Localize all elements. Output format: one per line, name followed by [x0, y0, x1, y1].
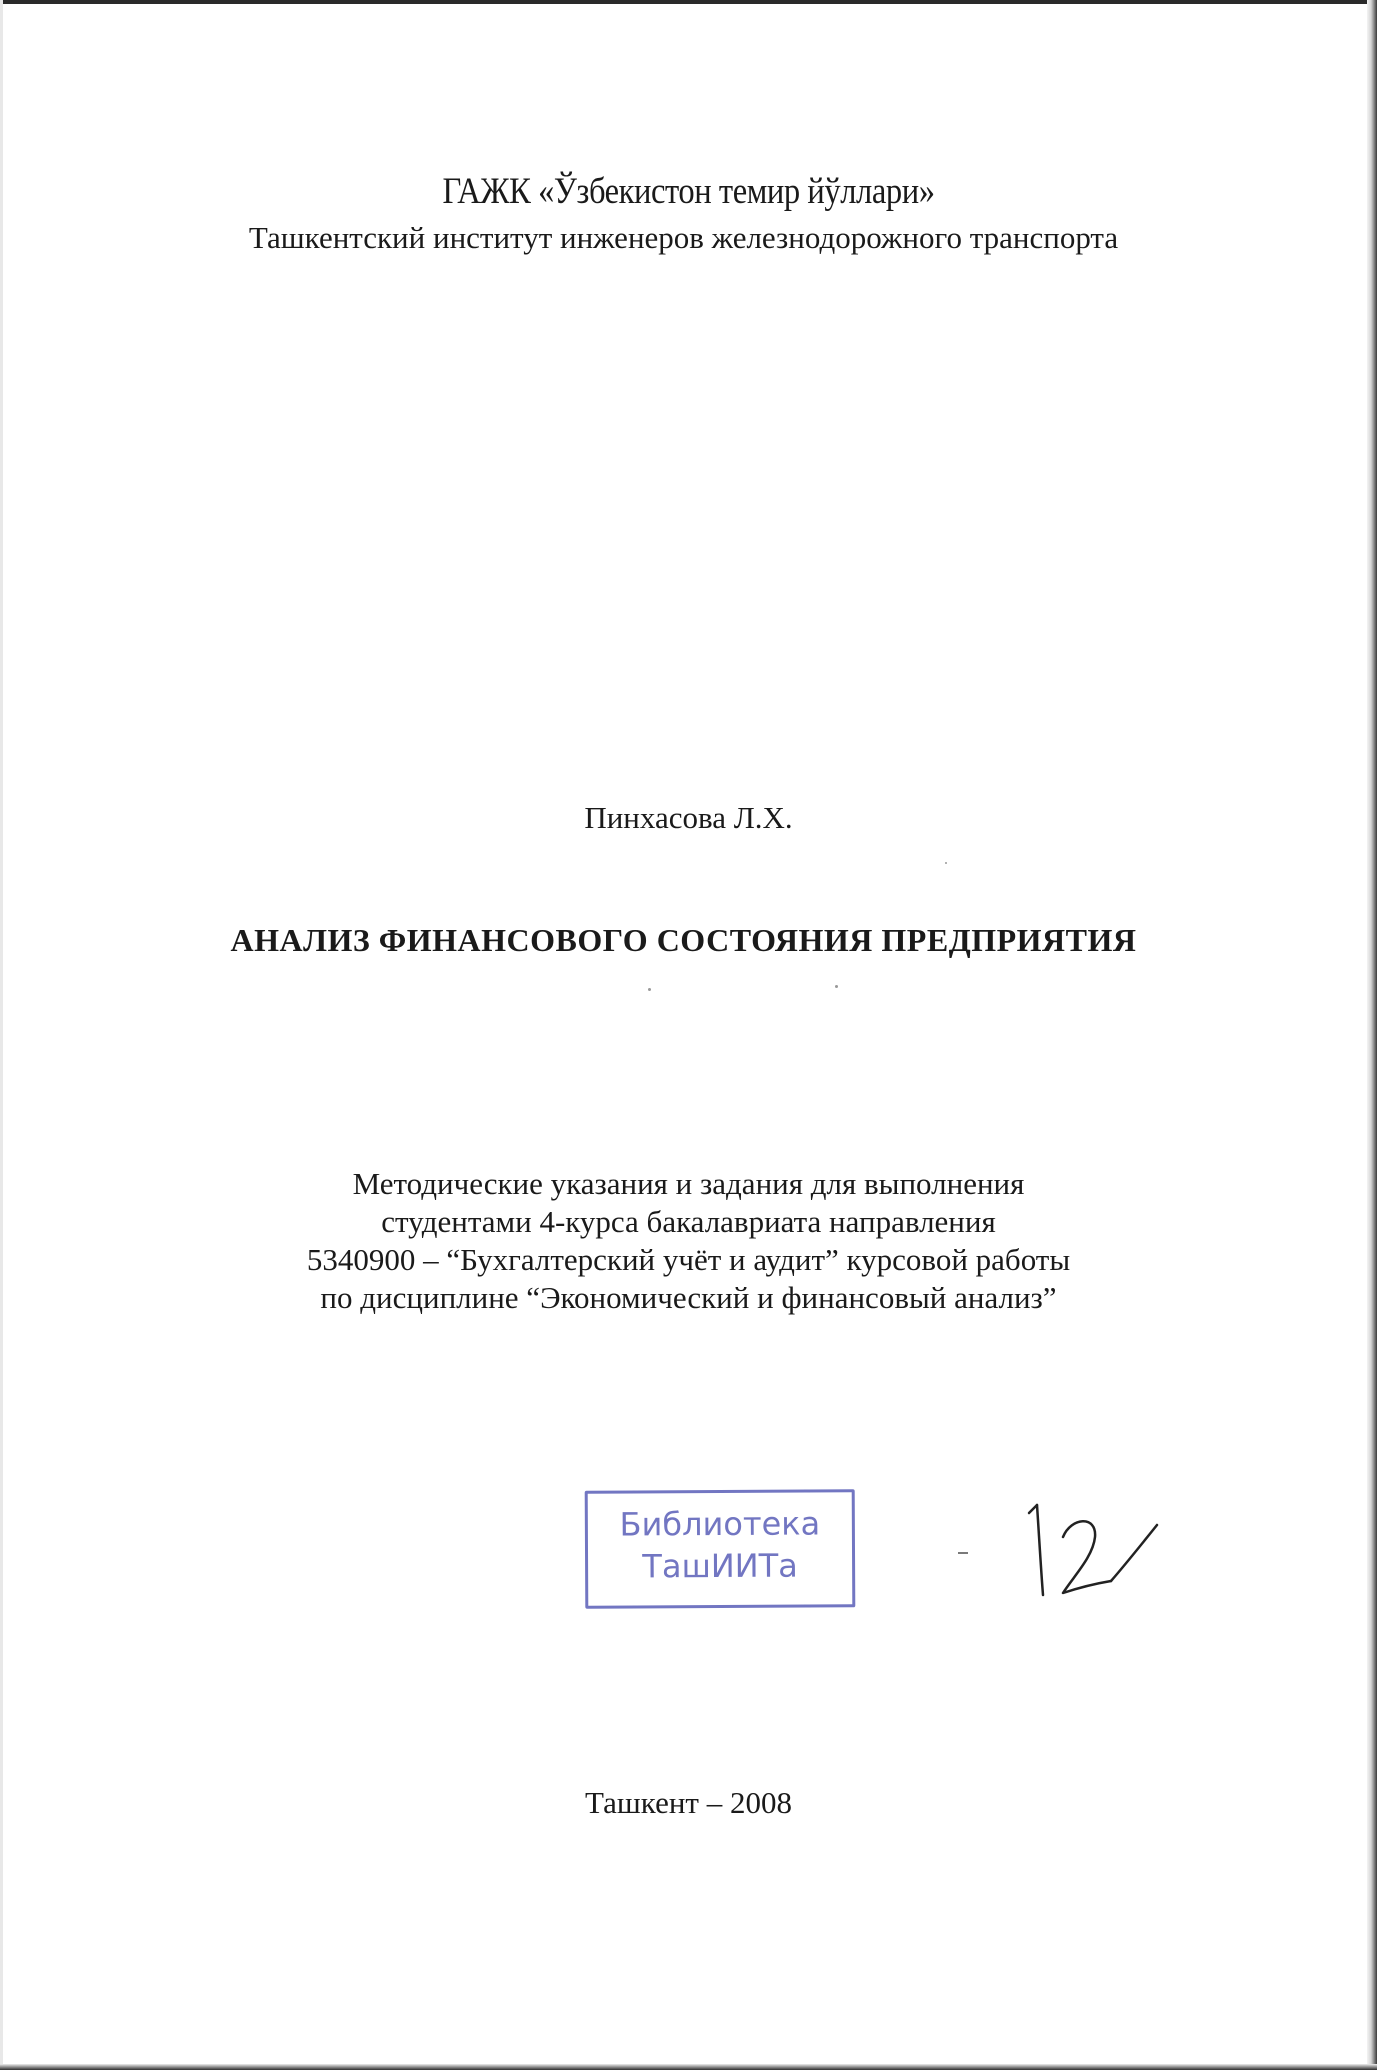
pencil-dash-mark — [958, 1552, 968, 1554]
handwritten-number-mark — [1015, 1495, 1175, 1605]
scan-speck — [648, 988, 651, 991]
description-line: 5340900 – “Бухгалтерский учёт и аудит” курсовой работы — [306, 1242, 1071, 1277]
scan-speck — [835, 985, 838, 988]
scan-speck — [945, 862, 947, 864]
scan-edge-left — [0, 0, 3, 2070]
description-line: Методические указания и задания для выполнения — [352, 1166, 1025, 1201]
description-line: студентами 4-курса бакалавриата направления — [381, 1204, 996, 1239]
stamp-line-institute: ТашИИТа — [642, 1546, 798, 1586]
scan-edge-right — [1367, 0, 1377, 2070]
city-and-year: Ташкент – 2008 — [585, 1785, 792, 1820]
institute-name: Ташкентский институт инженеров железнодорожного транспорта — [248, 220, 1119, 255]
document-description — [0, 1165, 1377, 1317]
organization-name: ГАЖК «Ўзбекистон темир йўллари» — [442, 171, 935, 212]
scan-edge-top — [0, 0, 1377, 4]
scan-edge-bottom — [0, 2064, 1377, 2070]
stamp-line-library: Библиотека — [619, 1504, 821, 1544]
description-line: по дисциплине “Экономический и финансовый анализ” — [320, 1280, 1057, 1315]
document-title: АНАЛИЗ ФИНАНСОВОГО СОСТОЯНИЯ ПРЕДПРИЯТИЯ — [230, 922, 1137, 958]
library-stamp — [585, 1489, 856, 1608]
author-name: Пинхасова Л.Х. — [584, 800, 793, 835]
